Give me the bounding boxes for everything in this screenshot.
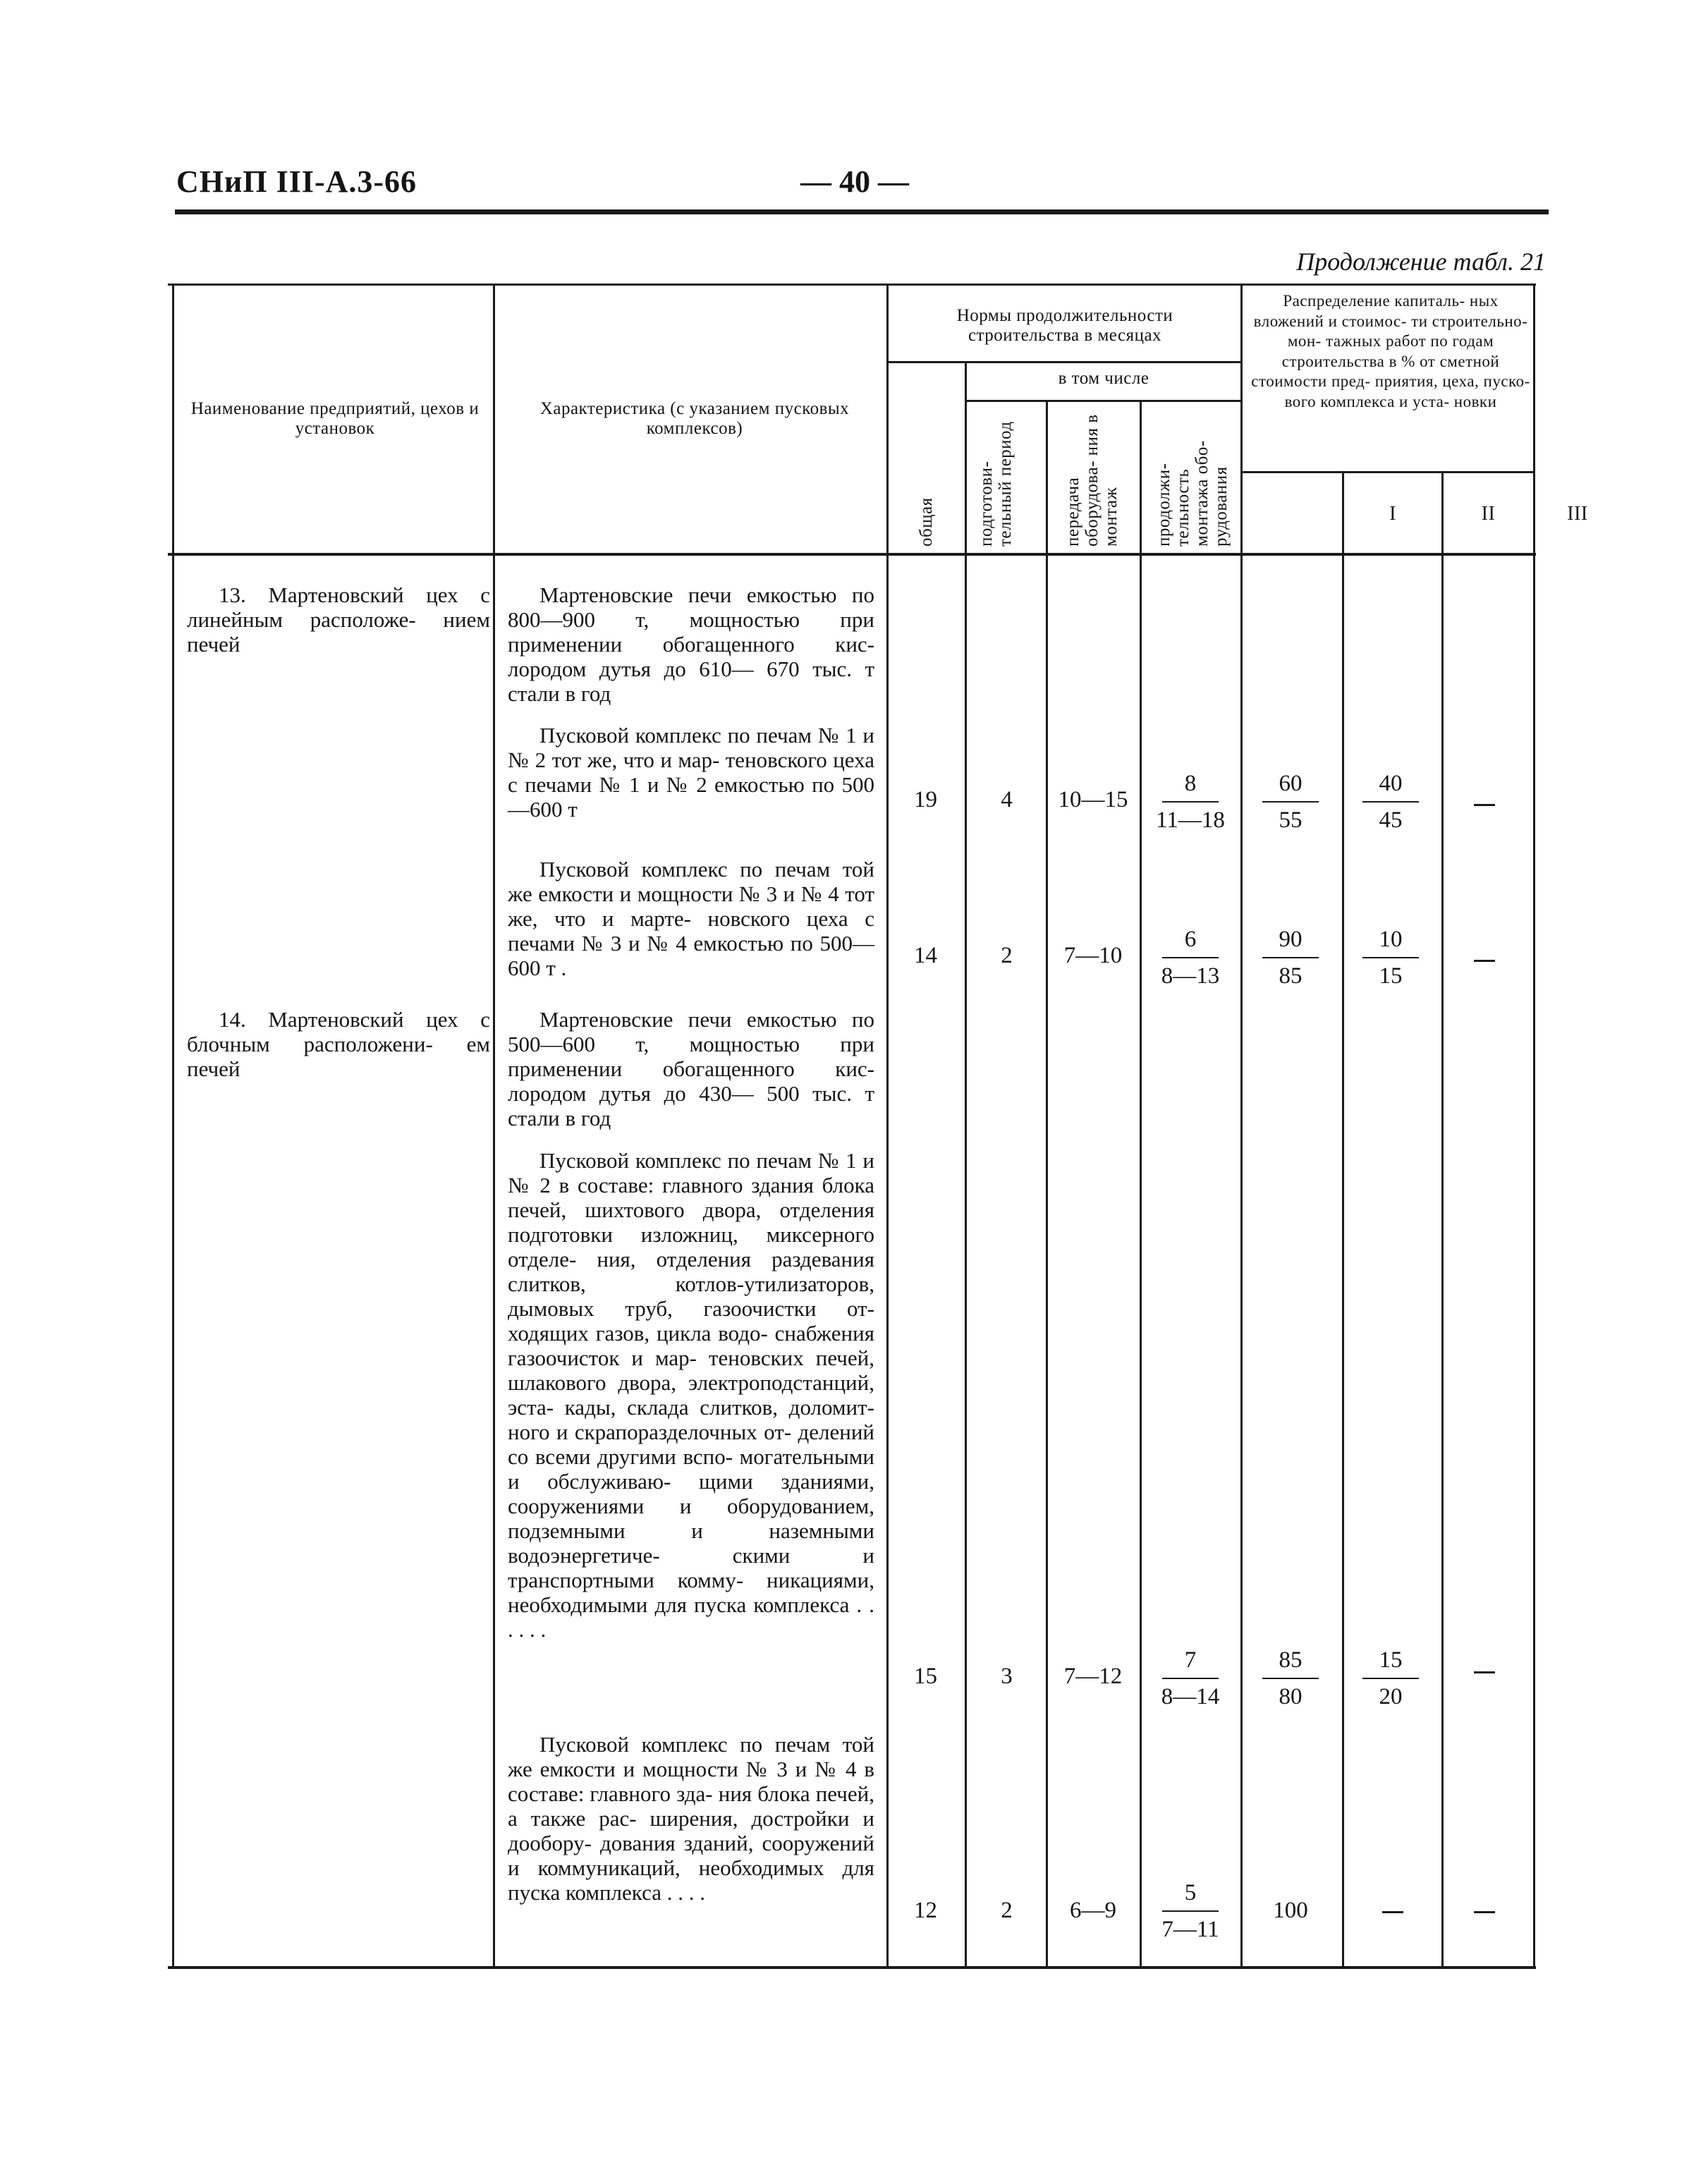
header-including: в том числе: [1058, 369, 1149, 388]
table-top-rule: [168, 283, 1536, 286]
row-1-description: Пусковой комплекс по печам № 1 и № 2 тот же, что и мар- теновского цеха с печами № 1 и № 2 емкостью по 500—600 т: [508, 723, 874, 822]
row-2-year-1: $\frac{90}{85}$: [1248, 926, 1333, 989]
item-14-name: 14. Мартеновский цех с блочным расположени- ем печей: [187, 1007, 490, 1081]
header-norms-group: Нормы продолжительности строительства в месяцах: [956, 306, 1173, 345]
item-13-name: 13. Мартеновский цех с линейным расположе- нием печей: [187, 583, 490, 657]
including-under-rule: [965, 400, 1240, 402]
row-2-transfer: 7—10: [1063, 943, 1123, 968]
row-4-description: Пусковой комплекс по печам той же емкости и мощности № 3 и № 4 в составе: главного зда- ния блока печей, а также рас- ширения, достройки и дообору- дования зданий, сооружений и коммуникаций, необходимых для пуска комплекса . . . .: [508, 1732, 874, 1905]
row-3-description: Пусковой комплекс по печам № 1 и № 2 в составе: главного здания блока печей, шихтового двора, отделения подготовки изложниц, миксерного отделе- ния, отделения раздевания слитков, котлов-утилизаторов, дымовых труб, газоочистки от- ходящих газов, цикла водо- снабжения газоочисток и мар- теновских печей, шлакового двора, электроподстанций, эста- кады, склада слитков, доломит- ного и скрапоразделочных от- делений со всеми другими вспо- могательными и обслуживаю- щими зданиями, сооружениями и оборудованием, подземными и наземными водоэнергетиче- скими и транспортными комму- никациями, необходимыми для пуска комплекса . . . . . .: [508, 1148, 874, 1642]
col-border-y1: [1342, 471, 1344, 1968]
row-2-duration: $\frac{6}{8—13}$: [1161, 927, 1220, 989]
row-3-prep: 3: [1001, 1664, 1013, 1689]
header-distribution-group: Распределение капиталь- ных вложений и стоимос- ти строительно-мон- тажных работ по годам строительства в % от сметной стоимости пред- приятия, цеха, пуско- вого комплекса и уста- новки: [1251, 292, 1530, 410]
header-bottom-rule: [168, 553, 1536, 556]
row-3-total: 15: [914, 1664, 937, 1689]
row-2-description: Пусковой комплекс по печам той же емкости и мощности № 3 и № 4 тот же, что и марте- новского цеха с печами № 3 и № 4 емкостью по 500—600 т .: [508, 857, 874, 980]
row-3-year-1: $\frac{85}{80}$: [1248, 1647, 1333, 1710]
row-1-transfer: 10—15: [1058, 787, 1128, 812]
col-border-name: [493, 283, 495, 1968]
row-3-duration: $\frac{7}{8—14}$: [1161, 1647, 1220, 1709]
col-border-y2: [1441, 471, 1444, 1968]
col-border-total: [965, 361, 967, 1968]
item-14-description: Мартеновские печи емкостью по 500—600 т, мощностью при применении обогащенного кис- лородом дутья до 430— 500 тыс. т стали в год: [508, 1007, 874, 1130]
col-border-left: [172, 283, 174, 1968]
row-1-year-3-empty: [1474, 804, 1495, 806]
row-3-transfer: 7—12: [1063, 1664, 1123, 1689]
row-4-year-2-empty: [1382, 1911, 1403, 1913]
item-13-description: Мартеновские печи емкостью по 800—900 т, мощностью при применении обогащенного кис- лородом дутья до 610— 670 тыс. т стали в год: [508, 583, 874, 706]
col-border-right: [1533, 283, 1535, 1968]
header-year-3: III: [1567, 503, 1588, 525]
row-2-year-2: $\frac{10}{15}$: [1348, 926, 1433, 989]
header-year-1: I: [1389, 503, 1396, 525]
row-1-prep: 4: [1001, 787, 1013, 812]
norms-under-rule: [886, 361, 1240, 363]
row-2-year-3-empty: [1474, 960, 1495, 962]
col-border-prep: [1046, 400, 1048, 1968]
header-total: общая: [917, 497, 936, 547]
row-2-total: 14: [914, 943, 937, 968]
distribution-under-rule: [1243, 471, 1533, 473]
page-number: — 40 —: [800, 164, 909, 199]
header-duration: продолжи- тельность монтажа обо- рудования: [1154, 440, 1231, 547]
col-border-char: [886, 283, 889, 1968]
row-4-prep: 2: [1001, 1898, 1013, 1923]
row-4-year-1: 100: [1273, 1898, 1308, 1923]
row-1-total: 19: [914, 787, 937, 812]
col-border-duration: [1240, 283, 1243, 1968]
row-3-year-3-empty: [1474, 1671, 1495, 1673]
table-bottom-rule: [168, 1966, 1536, 1969]
row-4-year-3-empty: [1474, 1911, 1495, 1913]
header-year-2: II: [1481, 503, 1496, 525]
row-3-year-2: $\frac{15}{20}$: [1348, 1647, 1433, 1710]
header-name-col: Наименование предприятий, цехов и установок: [190, 399, 480, 438]
row-1-duration: $\frac{8}{11—18}$: [1156, 771, 1225, 833]
row-4-duration: $\frac{5}{7—11}$: [1161, 1880, 1219, 1942]
header-prep-period: подготови- тельный период: [977, 421, 1015, 547]
document-code: СНиП III-А.3-66: [176, 164, 417, 199]
header-char-col: Характеристика (с указанием пусковых комплексов): [539, 399, 850, 438]
row-1-year-2: $\frac{40}{45}$: [1348, 770, 1433, 834]
header-rule: [175, 209, 1549, 214]
row-1-year-1: $\frac{60}{55}$: [1248, 770, 1333, 834]
table-continuation-label: Продолжение табл. 21: [1296, 248, 1546, 276]
col-border-transfer: [1140, 400, 1142, 1968]
row-4-transfer: 6—9: [1070, 1898, 1116, 1923]
row-2-prep: 2: [1001, 943, 1013, 968]
header-transfer: передача оборудова- ния в монтаж: [1063, 414, 1121, 547]
row-4-total: 12: [914, 1898, 937, 1923]
